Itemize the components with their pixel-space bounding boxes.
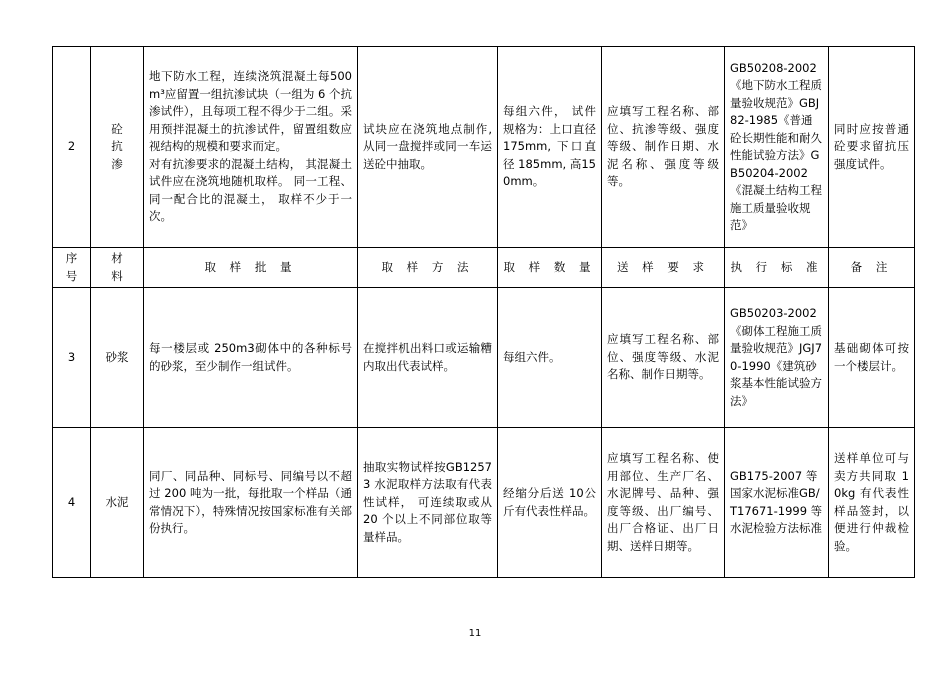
row-sampling-method: 试块应在浇筑地点制作, 从同一盘搅拌或同一车运送砼中抽取。 <box>358 47 498 248</box>
row-sampling-batch: 地下防水工程，连续浇筑混凝土每500m³应留置一组抗渗试块（一组为 6 个抗渗试件），且每项工程不得少于二组。采用预拌混凝土的抗渗试件，留置组数应视结构的规模和要求而定。 对有抗渗要求的混凝土结构， 其混凝土试件应在浇筑地随机取样。 同一工程、同一配合比的混凝土， 取样不少于一次。 <box>144 47 358 248</box>
row-standard: GB175-2007 等国家水泥标准GB/T17671-1999 等水泥检验方法标准 <box>725 428 829 578</box>
sampling-table <box>52 46 915 578</box>
row-seq: 3 <box>53 288 91 428</box>
row-standard: GB50208-2002《地下防水工程质量验收规范》GBJ82-1985《普通砼长期性能和耐久性能试验方法》GB50204-2002《混凝土结构工程施工质量验收规范》 <box>725 47 829 248</box>
header-remarks: 备 注 <box>829 248 915 288</box>
row-sampling-quantity: 每组六件， 试件规格为：上口直径 175mm, 下口直径 185mm, 高150mm。 <box>498 47 602 248</box>
row-remarks: 同时应按普通砼要求留抗压强度试件。 <box>829 47 915 248</box>
header-seq: 序 号 <box>53 248 91 288</box>
row-sampling-batch: 每一楼层或 250m3砌体中的各种标号的砂浆，至少制作一组试件。 <box>144 288 358 428</box>
page-number: 11 <box>468 628 482 639</box>
header-delivery-requirements: 送 样 要 求 <box>602 248 725 288</box>
row-delivery-requirements: 应填写工程名称、使用部位、生产厂名、水泥牌号、品种、强度等级、出厂编号、出厂合格证、出厂日期、送样日期等。 <box>602 428 725 578</box>
row-material: 砼 抗 渗 <box>91 47 144 248</box>
table-row <box>53 428 915 578</box>
header-sampling-method: 取 样 方 法 <box>358 248 498 288</box>
row-standard: GB50203-2002《砌体工程施工质量验收规范》JGJ70-1990《建筑砂浆基本性能试验方法》 <box>725 288 829 428</box>
table-row <box>53 288 915 428</box>
row-delivery-requirements: 应填写工程名称、部位、抗渗等级、强度等级、制作日期、水泥名称、强度等级等。 <box>602 47 725 248</box>
row-material: 水泥 <box>91 428 144 578</box>
table-row <box>53 47 915 248</box>
row-sampling-quantity: 每组六件。 <box>498 288 602 428</box>
table-header-row <box>53 248 915 288</box>
row-sampling-method: 抽取实物试样按GB12573 水泥取样方法取有代表性试样， 可连续取或从 20 个以上不同部位取等量样品。 <box>358 428 498 578</box>
row-sampling-quantity: 经缩分后送 10公斤有代表性样品。 <box>498 428 602 578</box>
row-material: 砂浆 <box>91 288 144 428</box>
header-sampling-quantity: 取 样 数 量 <box>498 248 602 288</box>
header-material: 材 料 <box>91 248 144 288</box>
row-sampling-method: 在搅拌机出料口或运输糟内取出代表试样。 <box>358 288 498 428</box>
row-delivery-requirements: 应填写工程名称、部位、强度等级、水泥名称、制作日期等。 <box>602 288 725 428</box>
row-seq: 2 <box>53 47 91 248</box>
row-remarks: 送样单位可与卖方共同取 10kg 有代表性样品签封，以便进行仲裁检验。 <box>829 428 915 578</box>
row-sampling-batch: 同厂、同品种、同标号、同编号以不超过 200 吨为一批，每批取一个样品（通常情况下），特殊情况按国家标准有关部份执行。 <box>144 428 358 578</box>
row-remarks: 基础砌体可按一个楼层计。 <box>829 288 915 428</box>
row-seq: 4 <box>53 428 91 578</box>
header-standard: 执 行 标 准 <box>725 248 829 288</box>
header-sampling-batch: 取 样 批 量 <box>144 248 358 288</box>
